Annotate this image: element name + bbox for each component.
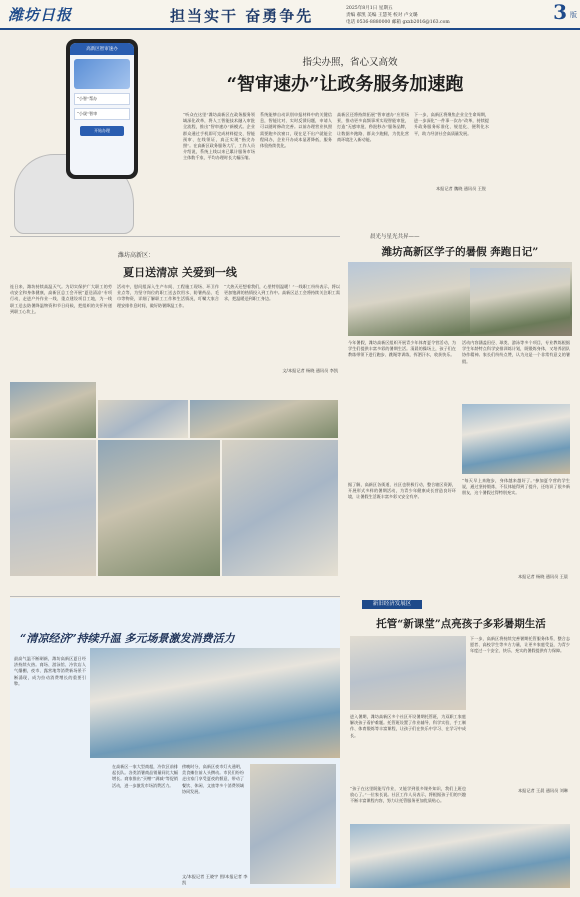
page-slogan: 担当实干 奋勇争先 — [170, 7, 314, 25]
article4-col1: 最高气温不断刷新，潍坊高新区夏日经济持续火热。商场、游泳馆、冷饮店人气爆棚，夜市、露营地等消费新场景不断涌现，成为拉动消费增长的重要引擎。 — [14, 656, 86, 686]
phone-banner — [74, 59, 130, 89]
article5-col1: 进入暑期，潍坊高新区多个社区开设暑期托管班，为双职工家庭解决孩子看护难题。托管班设置了作业辅导、科学实验、手工制作、体育锻炼等丰富课程，让孩子们在快乐中学习、在学习中成长。 — [350, 714, 466, 738]
article2-col2: 活动中，慰问组深入生产车间、工程施工现场、环卫作业点等，为坚守岗位的职工送去饮用水、防暑药品、毛巾等物资，详细了解职工工作和生活情况，叮嘱大家合理安排作息时间，做好防暑降温工作。 — [117, 284, 219, 308]
article1-byline: 本报记者 魏晓 通讯员 王锐 — [435, 186, 486, 191]
divider — [10, 236, 340, 237]
article5-col2: “孩子在这里既能写作业，又能学到很多课外知识，我们上班也放心了。”一位家长说。社区工作人员表示，将根据孩子们的兴趣不断丰富课程内容，努力让托管服务更加优质贴心。 — [350, 786, 466, 804]
article4-photo-shop — [250, 764, 336, 884]
article2-photo-6 — [222, 440, 338, 576]
article2-photo-4 — [10, 440, 96, 576]
article1-kicker: 指尖办照，省心又高效 — [302, 57, 398, 68]
article4-col2: 在高新区一家大型商超，冷饮区前排起长队。各类消暑商品销量同比大幅增长。商家推出“买赠”“满减”等促销活动，进一步激发市场消费活力。 — [112, 764, 178, 788]
article5-col3: 下一步，高新区将持续完善暑期托管服务体系，整合志愿者、高校学生等多方力量，让更多家庭受益，为青少年度过一个安全、快乐、充实的暑假提供有力保障。 — [470, 636, 570, 654]
article2-col1: 连日来，潍坊持续高温天气。为切实保护广大职工的劳动安全和身体健康，高新区总工会开展“夏送清凉”专项行动，走进户外作业一线、重点建设项目工地，为一线职工送去防暑降温物资和节日问候，把组织的关怀传递到职工心坎上。 — [10, 284, 112, 314]
article5-photo-2 — [350, 824, 570, 888]
issue-meta — [346, 5, 546, 26]
phone-cta-button: 开始办理 — [80, 126, 124, 136]
phone-option-1: “小智”帮办 — [74, 93, 130, 105]
article1-col2: 系统能够自动识别申报材料中的关键信息，智能比对、实时反馈问题，申请人可以随时修改完善。以前办理营业执照需要跑多次窗口，现在足不出户就能全程网办，企业开办成本显著降低，服务体验持续优化。 — [260, 112, 332, 149]
article3-headline: 潍坊高新区学子的暑假 奔跑日记” — [381, 246, 539, 258]
page-number-label: 版 — [570, 11, 577, 19]
article5-byline: 本报记者 王晨 通讯员 刘琳 — [517, 788, 568, 793]
article3-photo-kids — [462, 404, 570, 474]
article2-photo-2 — [98, 400, 188, 438]
phone-frame — [66, 39, 138, 179]
article5-headline: 托管“新课堂”点亮孩子多彩暑期生活 — [376, 618, 546, 630]
article2-headline: 夏日送清凉 关爱到一线 — [123, 266, 237, 279]
article3-col2: 活动内容涵盖田径、球类、游泳等多个项目，专业教练根据学生年龄特点科学安排训练计划，既锻炼身体，又培养团队协作精神。家长们纷纷点赞，认为这是一个非常有意义的暑假。 — [462, 340, 570, 364]
article4-photo-pool — [90, 648, 340, 758]
article2-photo-5 — [98, 440, 220, 576]
phone-screen — [70, 43, 134, 175]
article2-photo-1 — [10, 382, 96, 438]
article3-col4: “每天早上来跑步，身体越来越好了。”参加夏令营的学生说，通过坚持锻炼，不仅体能得到了提升，还结识了很多新朋友，这个暑假过得特别充实。 — [462, 478, 570, 496]
article1-col1: “听众在这里”潍坊高新区在政务服务领域深化改革，将人工智能技术融入审批全流程，推出“智审速办”新模式。企业群众通过手机即可完成材料提交、智能预审、在线领证，真正实现“指尖办照”。在高新区政务服务大厅，工作人员介绍说，系统上线以来已累计服务市场主体数千家，平均办理时长大幅压缩。 — [183, 112, 255, 161]
article2-byline: 文/本报记者 杨晓 通讯员 李凯 — [282, 368, 338, 373]
divider — [10, 596, 340, 597]
article1-col3: 高新区还将持续拓展“智审速办”应用场景，推动更多高频事项实现智能审批，打造“无感审批、秒批秒办”服务品牌，让数据多跑路、群众少跑腿，为优化营商环境注入新动能。 — [337, 112, 409, 142]
article5-section-label: 新旧经济发展区 — [362, 600, 422, 609]
article2-photo-3 — [190, 400, 338, 438]
phone-option-2: “小晟”智审 — [74, 108, 130, 120]
issue-editors: 责编 郝凯 美编 王慧英 校对 卢文璐 — [346, 13, 418, 18]
issue-contact: 电话 0536-8880000 邮箱 gxxb2016@163.com — [346, 20, 450, 25]
article4-byline: 文/本报记者 王晓宇 图/本报记者 李凯 — [182, 874, 248, 885]
article4-col3: 傍晚时分，高新区夜市灯火通明，美食摊位前人头攒动。市民们纷纷走出家门享受夏夜的惬意，带动了餐饮、休闲、文旅等多个消费领域协同发展。 — [182, 764, 244, 794]
article3-photo-runners-2 — [470, 268, 570, 334]
masthead — [0, 0, 580, 30]
phone-app-title: 高新区智审速办 — [70, 43, 134, 55]
article4-headline: “清凉经济”持续升温 多元场景激发消费活力 — [20, 632, 235, 645]
article3-byline: 本报记者 杨晓 通讯员 王晨 — [517, 574, 568, 579]
page-number: 3 — [553, 0, 567, 24]
article2-col3: “大热天还想着我们，心里特别温暖！”一线职工纷纷表示，将以更加饱满的热情投入到工作中。高新区总工会将持续关注职工需求，把温暖送到职工身边。 — [224, 284, 340, 302]
article1-headline: “智审速办”让政务服务加速跑 — [226, 74, 464, 95]
newspaper-logo: 潍坊日报 — [8, 6, 73, 24]
article3-kicker: 晨光与星光共昇—— — [370, 234, 420, 240]
article1-col4: 下一步，高新区将聚焦企业全生命周期，进一步深化“一件事一次办”改革，持续提升政务服务标准化、规范化、便利化水平，助力经济社会高质量发展。 — [414, 112, 489, 136]
phone-illustration — [14, 34, 164, 234]
article5-photo-1 — [350, 636, 466, 710]
article3-col3: 据了解，高新区各街道、社区也积极行动，整合辖区资源，开展形式多样的暑期活动，为青少年健康成长营造良好环境，让暑假生活既丰富多彩又安全有序。 — [348, 482, 456, 500]
issue-date: 2025年8月1日 星期五 — [346, 6, 393, 11]
article3-col1: 今年暑假，潍坊高新区组织开展青少年体育夏令营活动，为学生们提供丰富多彩的暑期生活。清晨的操场上，孩子们在教练带领下进行跑步、跳绳等训练，挥洒汗水，收获快乐。 — [348, 340, 456, 358]
article2-place: 潍坊高新区： — [118, 252, 155, 259]
